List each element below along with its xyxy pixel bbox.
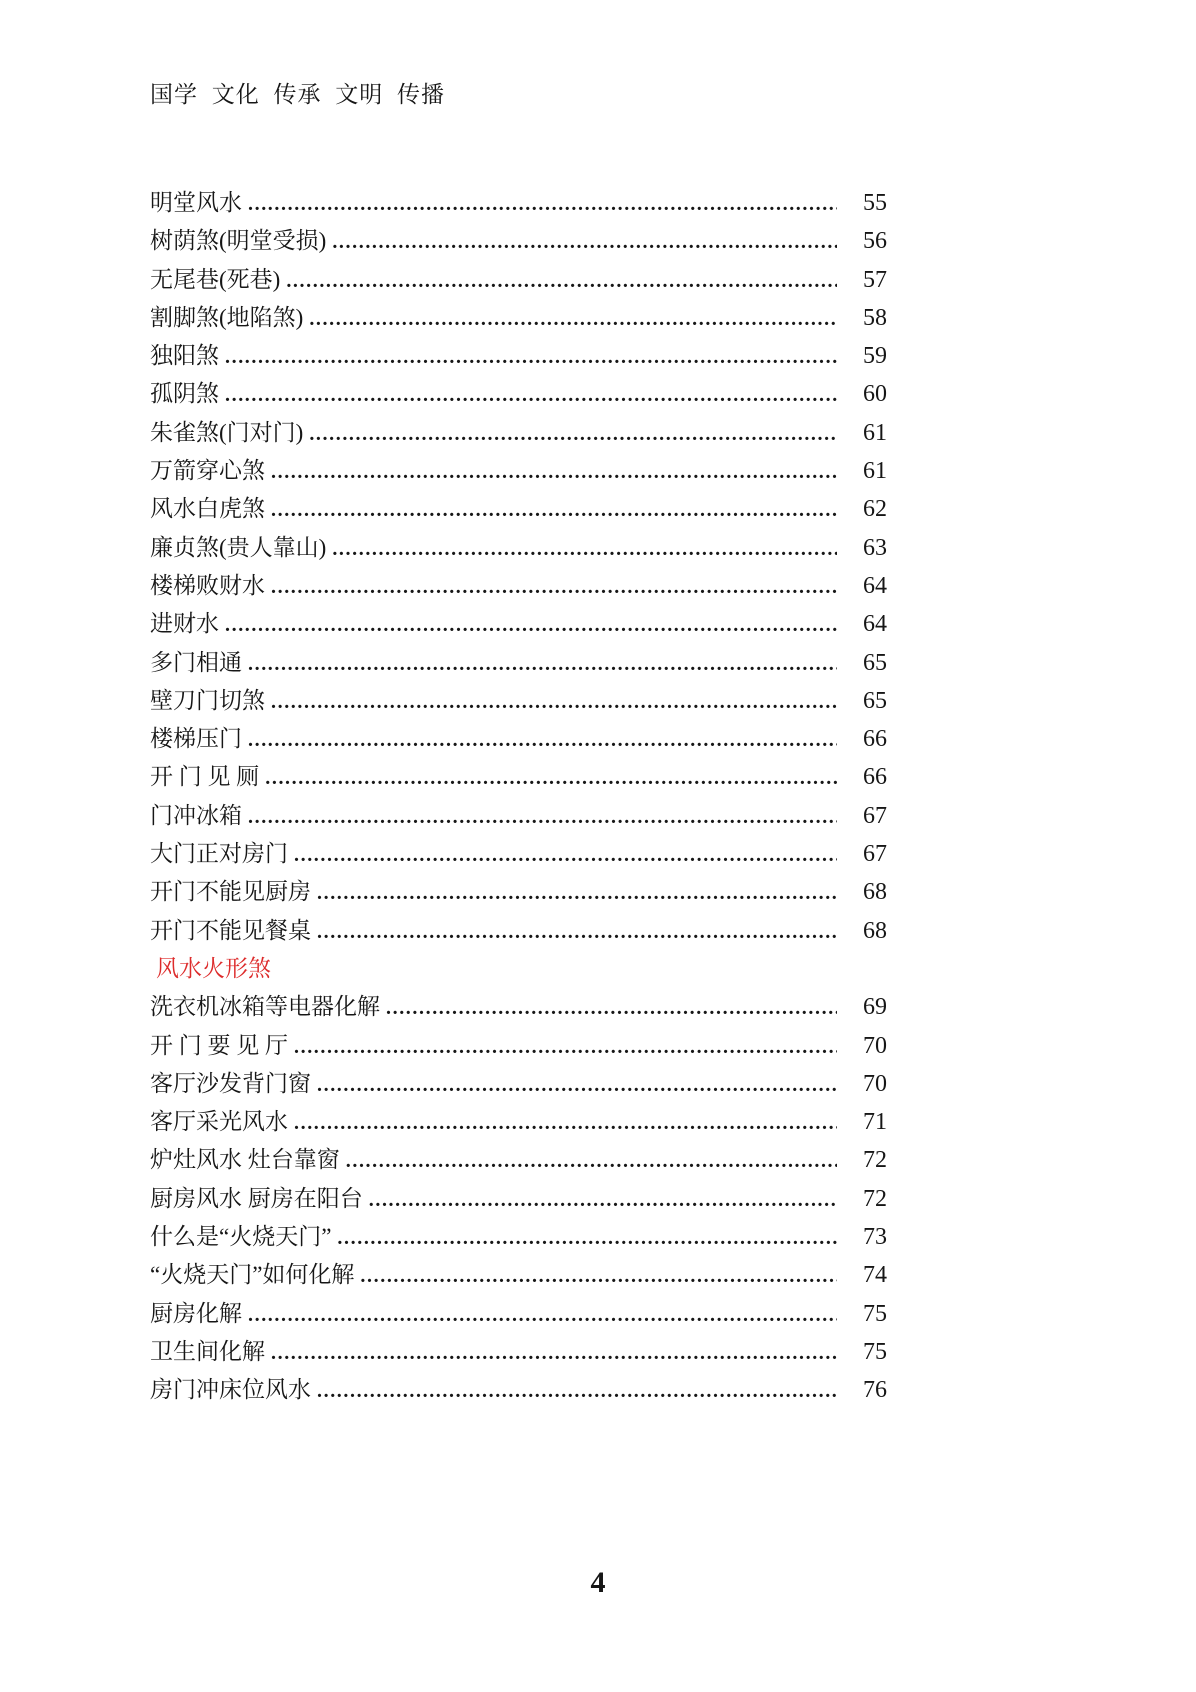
toc-dot-leader xyxy=(294,1033,837,1059)
toc-entry-page: 68 xyxy=(863,879,887,906)
toc-dot-leader xyxy=(317,1377,837,1403)
toc-entry-page: 61 xyxy=(863,419,887,446)
toc-entry xyxy=(150,1180,887,1218)
toc-entry-page: 72 xyxy=(863,1147,887,1174)
toc-entry xyxy=(150,950,887,988)
toc-entry-page: 62 xyxy=(863,496,887,523)
toc-dot-leader xyxy=(271,688,837,714)
toc-entry-page: 69 xyxy=(863,994,887,1021)
toc-entry-title: 大门正对房门 xyxy=(150,841,288,867)
toc-entry-title: 朱雀煞(门对门) xyxy=(150,419,304,445)
toc-dot-leader xyxy=(225,343,837,369)
toc-dot-leader xyxy=(332,535,837,561)
toc-entry xyxy=(150,414,887,452)
toc-entry xyxy=(150,605,887,643)
toc-entry xyxy=(150,1027,887,1065)
toc-entry-page: 64 xyxy=(863,572,887,599)
toc-entry xyxy=(150,1103,887,1141)
toc-dot-leader xyxy=(337,1224,837,1250)
toc-entry-page: 73 xyxy=(863,1224,887,1251)
toc-entry-title: 开 门 见 厕 xyxy=(150,764,260,790)
toc-dot-leader xyxy=(317,1071,837,1097)
toc-entry-title: 无尾巷(死巷) xyxy=(150,266,281,292)
toc-dot-leader xyxy=(360,1262,837,1288)
toc-entry xyxy=(150,1065,887,1103)
toc-dot-leader xyxy=(386,994,837,1020)
toc-entry-page: 65 xyxy=(863,687,887,714)
toc-dot-leader xyxy=(248,726,837,752)
toc-entry-title: 开 门 要 见 厅 xyxy=(150,1032,288,1058)
toc-entry-title: 炉灶风水 灶台靠窗 xyxy=(150,1147,340,1173)
toc-entry-title: 洗衣机冰箱等电器化解 xyxy=(150,994,380,1020)
toc-entry-page: 64 xyxy=(863,611,887,638)
toc-entry-title: 楼梯压门 xyxy=(150,726,242,752)
toc-entry xyxy=(150,912,887,950)
toc-entry-page: 58 xyxy=(863,304,887,331)
toc-entry-page: 67 xyxy=(863,841,887,868)
toc-entry-title: 风水白虎煞 xyxy=(150,496,265,522)
toc-entry-title: 万箭穿心煞 xyxy=(150,458,265,484)
toc-entry xyxy=(150,1333,887,1371)
toc-dot-leader xyxy=(309,305,837,331)
toc-entry xyxy=(150,299,887,337)
toc-entry-title: 风水火形煞 xyxy=(156,955,271,981)
toc-dot-leader xyxy=(332,228,837,254)
toc-entry-title: 卫生间化解 xyxy=(150,1338,265,1364)
toc-dot-leader xyxy=(346,1147,837,1173)
toc-entry-page: 65 xyxy=(863,649,887,676)
toc-entry-page: 67 xyxy=(863,802,887,829)
toc-entry-title: 进财水 xyxy=(150,611,219,637)
toc-entry xyxy=(150,988,887,1026)
toc-entry xyxy=(150,1371,887,1409)
toc-entry-page: 57 xyxy=(863,266,887,293)
toc-entry xyxy=(150,375,887,413)
toc-entry xyxy=(150,337,887,375)
toc-entry-title: 房门冲床位风水 xyxy=(150,1377,311,1403)
toc-dot-leader xyxy=(317,918,837,944)
toc-entry-title: 开门不能见餐桌 xyxy=(150,917,311,943)
toc-entry-page: 76 xyxy=(863,1377,887,1404)
toc-entry xyxy=(150,682,887,720)
toc-entry-title: 开门不能见厨房 xyxy=(150,879,311,905)
toc-entry xyxy=(150,1256,887,1294)
toc-entry xyxy=(150,835,887,873)
toc-entry-page: 56 xyxy=(863,228,887,255)
toc-entry xyxy=(150,490,887,528)
toc-dot-leader xyxy=(248,650,837,676)
toc-entry-page: 63 xyxy=(863,534,887,561)
toc-entry-title: 门冲冰箱 xyxy=(150,802,242,828)
toc-dot-leader xyxy=(294,1109,837,1135)
toc-entry-page: 68 xyxy=(863,917,887,944)
toc-entry-page: 55 xyxy=(863,190,887,216)
toc-entry xyxy=(150,261,887,299)
toc-entry-page: 75 xyxy=(863,1300,887,1327)
toc-entry xyxy=(150,567,887,605)
toc-dot-leader xyxy=(369,1186,837,1212)
toc-dot-leader xyxy=(248,1301,837,1327)
toc-entry xyxy=(150,758,887,796)
toc-entry-title: 客厅采光风水 xyxy=(150,1109,288,1135)
toc-entry xyxy=(150,1218,887,1256)
toc-dot-leader xyxy=(317,879,837,905)
toc-dot-leader xyxy=(294,841,837,867)
toc-entry-page: 71 xyxy=(863,1109,887,1136)
toc-entry-title: 厨房风水 厨房在阳台 xyxy=(150,1185,363,1211)
toc-entry-title: 廉贞煞(贵人靠山) xyxy=(150,534,327,560)
toc-entry xyxy=(150,873,887,911)
toc-dot-leader xyxy=(271,1339,837,1365)
toc-entry-title: 客厅沙发背门窗 xyxy=(150,1070,311,1096)
toc-entry xyxy=(150,529,887,567)
toc-dot-leader xyxy=(271,458,837,484)
toc-dot-leader xyxy=(271,496,837,522)
toc-entry xyxy=(150,222,887,260)
toc-entry-title: 多门相通 xyxy=(150,649,242,675)
toc-entry xyxy=(150,452,887,490)
toc-entry xyxy=(150,797,887,835)
toc-entry-title: 孤阴煞 xyxy=(150,381,219,407)
toc-entry-title: 独阳煞 xyxy=(150,343,219,369)
toc-entry-title: 树荫煞(明堂受损) xyxy=(150,228,327,254)
toc-entry-page: 61 xyxy=(863,458,887,485)
toc-entry-title: 明堂风水 xyxy=(150,190,242,215)
toc-entry-title: 什么是“火烧天门” xyxy=(150,1224,332,1250)
toc-dot-leader xyxy=(309,420,837,446)
toc-dot-leader xyxy=(225,381,837,407)
toc-dot-leader xyxy=(248,803,837,829)
toc-entry-page: 59 xyxy=(863,343,887,370)
toc-entry-page: 75 xyxy=(863,1338,887,1365)
toc-dot-leader xyxy=(248,190,837,216)
toc-dot-leader xyxy=(265,764,837,790)
toc-entry xyxy=(150,720,887,758)
toc-entry-title: 楼梯败财水 xyxy=(150,572,265,598)
toc-entry-page: 70 xyxy=(863,1070,887,1097)
toc-entry-page: 60 xyxy=(863,381,887,408)
page-header: 国学 文化 传承 文明 传播 xyxy=(150,82,445,107)
toc-list xyxy=(150,184,887,1410)
toc-dot-leader xyxy=(225,611,837,637)
toc-dot-leader xyxy=(286,267,837,293)
toc-entry xyxy=(150,184,887,222)
toc-entry-page: 74 xyxy=(863,1262,887,1289)
toc-entry-page: 66 xyxy=(863,726,887,753)
toc-entry xyxy=(150,644,887,682)
toc-entry xyxy=(150,1295,887,1333)
toc-entry-title: “火烧天门”如何化解 xyxy=(150,1262,355,1288)
toc-dot-leader xyxy=(271,573,837,599)
toc-entry-page: 72 xyxy=(863,1185,887,1212)
toc-entry-page: 70 xyxy=(863,1032,887,1059)
toc-entry-title: 割脚煞(地陷煞) xyxy=(150,304,304,330)
toc-entry-title: 厨房化解 xyxy=(150,1300,242,1326)
toc-entry-title: 壁刀门切煞 xyxy=(150,687,265,713)
toc-entry xyxy=(150,1141,887,1179)
page-number: 4 xyxy=(590,1566,606,1599)
toc-entry-page: 66 xyxy=(863,764,887,791)
